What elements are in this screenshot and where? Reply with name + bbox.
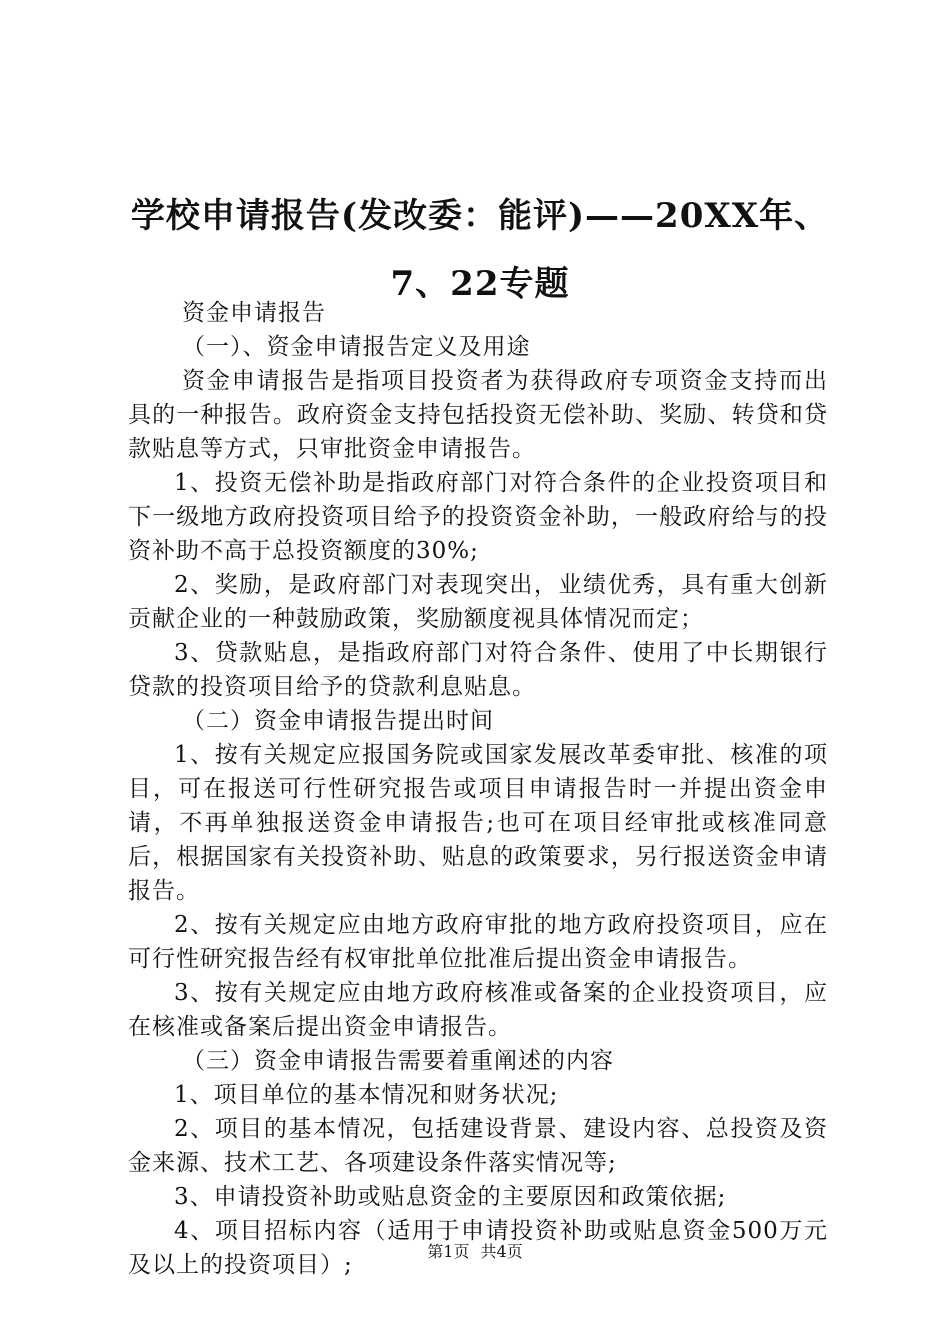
list-item: 3、贷款贴息，是指政府部门对符合条件、使用了中长期银行贷款的投资项目给予的贷款利息贴息。 xyxy=(128,640,828,700)
list-item: 2、项目的基本情况，包括建设背景、建设内容、总投资及资金来源、技术工艺、各项建设条件落实情况等; xyxy=(128,1116,828,1176)
list-item: 1、按有关规定应报国务院或国家发展改革委审批、核准的项目，可在报送可行性研究报告或项目申请报告时一并提出资金申请，不再单独报送资金申请报告;也可在项目经审批或核准同意后，根据国家有关投资补助、贴息的政策要求，另行报送资金申请报告。 xyxy=(128,742,828,904)
list-item: 1、投资无偿补助是指政府部门对符合条件的企业投资项目和下一级地方政府投资项目给予的投资资金补助，一般政府给与的投资补助不高于总投资额度的30%; xyxy=(128,470,828,564)
page-total: 共4页 xyxy=(480,1242,523,1261)
section-heading-1: （一）、资金申请报告定义及用途 xyxy=(182,334,531,360)
list-item: 4、项目招标内容（适用于申请投资补助或贴息资金500万元及以上的投资项目）; xyxy=(128,1218,828,1278)
list-item: 1、项目单位的基本情况和财务状况; xyxy=(174,1082,559,1108)
page-number: 第1页 xyxy=(427,1242,470,1261)
title-line-2: 7、22专题 xyxy=(390,264,570,304)
list-item: 2、奖励，是政府部门对表现突出，业绩优秀，具有重大创新贡献企业的一种鼓励政策，奖励额度视具体情况而定； xyxy=(128,572,828,632)
page-footer xyxy=(0,1241,950,1263)
section-heading-3: （三）资金申请报告需要着重阐述的内容 xyxy=(182,1048,614,1074)
list-item: 3、申请投资补助或贴息资金的主要原因和政策依据; xyxy=(174,1184,727,1210)
paragraph: 资金申请报告是指项目投资者为获得政府专项资金支持而出具的一种报告。政府资金支持包括投资无偿补助、奖励、转贷和贷款贴息等方式，只审批资金申请报告。 xyxy=(128,368,828,462)
title-line-1: 学校申请报告(发改委：能评)——20XX年、 xyxy=(130,196,830,236)
list-item: 2、按有关规定应由地方政府审批的地方政府投资项目，应在可行性研究报告经有权审批单位批准后提出资金申请报告。 xyxy=(128,912,828,972)
list-item: 3、按有关规定应由地方政府核准或备案的企业投资项目，应在核准或备案后提出资金申请报告。 xyxy=(128,980,828,1040)
paragraph-heading-main: 资金申请报告 xyxy=(182,300,326,326)
document-body xyxy=(128,296,828,1282)
section-heading-2: （二）资金申请报告提出时间 xyxy=(182,708,494,734)
